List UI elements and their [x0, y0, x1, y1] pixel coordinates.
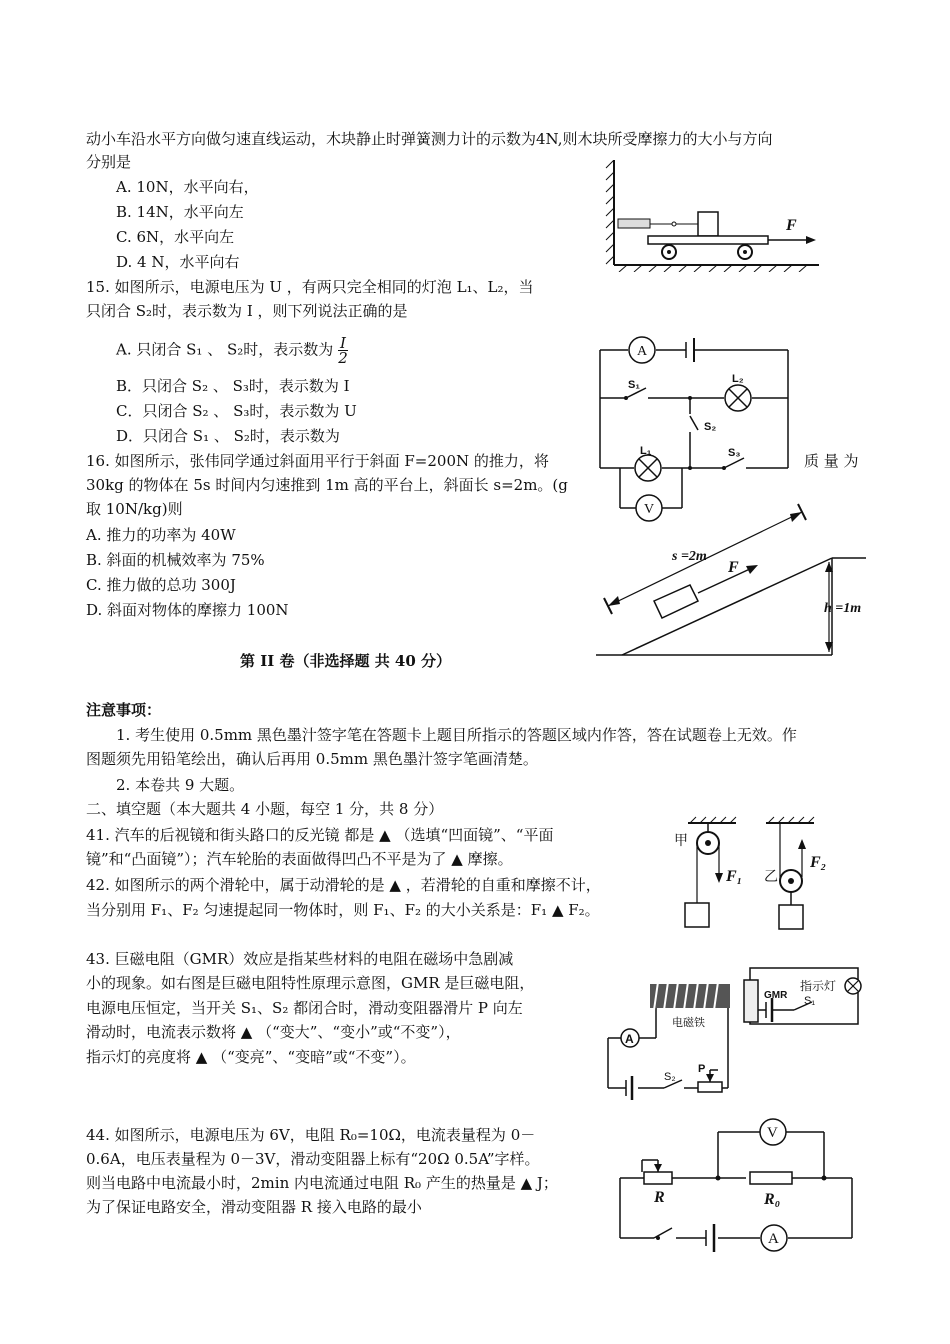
q16-line1: 16. 如图所示，张伟同学通过斜面用平行于斜面 F=200N 的推力，将 — [86, 452, 549, 470]
q43-s2-label: S₂ — [664, 1071, 676, 1083]
q43-line1: 43. 巨磁电阻（GMR）效应是指某些材料的电阻在磁场中急剧减 — [86, 950, 514, 968]
q42-line2: 当分别用 F₁、F₂ 匀速提起同一物体时，则 F₁、F₂ 的大小关系是：F₁ ▲ F₂。 — [86, 901, 600, 919]
q15-s3-label: S₃ — [728, 447, 741, 459]
q14-cart-figure — [604, 160, 824, 272]
section2-title: 第 II 卷（非选择题 共 40 分） — [240, 652, 452, 670]
q44-line2: 0.6A，电压表量程为 0－3V，滑动变阻器上标有“20Ω 0.5A”字样。 — [86, 1150, 540, 1168]
q16-line1-tail: 质 量 为 — [804, 452, 859, 470]
q44-r-label: R — [654, 1189, 665, 1206]
q15-option-b: B．只闭合 S₂ 、 S₃时，表示数为 I — [116, 377, 350, 395]
q43-s1-label: S₁ — [804, 995, 816, 1007]
q15-line1: 15. 如图所示，电源电压为 U ，有两只完全相同的灯泡 L₁、L₂，当 — [86, 278, 534, 296]
q44-circuit-figure — [614, 1116, 864, 1256]
q16-incline-figure — [596, 500, 874, 660]
q15-option-a-text: A. 只闭合 S₁ 、 S₂时，表示数为 — [116, 340, 334, 359]
q42-f1-label: F₁ — [726, 868, 743, 885]
q44-r0-label: R₀ — [764, 1191, 781, 1208]
q44-voltmeter-label: V — [767, 1125, 778, 1141]
q42-pulley-figure — [672, 815, 852, 935]
q43-line5: 指示灯的亮度将 ▲ （“变亮”、“变暗”或“不变”）。 — [86, 1048, 416, 1066]
q44-line1: 44. 如图所示，电源电压为 6V，电阻 R₀=10Ω，电流表量程为 0－ — [86, 1126, 536, 1144]
q43-line2: 小的现象。如右图是巨磁电阻特性原理示意图，GMR 是巨磁电阻， — [86, 974, 535, 992]
q15-s2-label: S₂ — [704, 421, 717, 433]
part2-title: 二、填空题（本大题共 4 小题，每空 1 分，共 8 分） — [86, 800, 444, 818]
q15-ammeter-label: A — [637, 344, 648, 359]
q16-s-label: s =2m — [672, 549, 707, 564]
q15-frac-numerator: I — [340, 334, 346, 352]
q14-option-d: D. 4 N，水平向右 — [116, 253, 240, 271]
notes-title: 注意事项： — [86, 701, 162, 719]
q44-line3: 则当电路中电流最小时，2min 内电流通过电阻 R₀ 产生的热量是 ▲ J； — [86, 1174, 558, 1192]
q41-line2: 镜”和“凸面镜”）；汽车轮胎的表面做得凹凸不平是为了 ▲ 摩擦。 — [86, 850, 513, 868]
q42-f2-label: F₂ — [810, 854, 827, 871]
q15-voltmeter-label: V — [644, 502, 655, 517]
q15-frac-denominator: 2 — [338, 349, 348, 367]
q16-option-c: C. 推力做的总功 300J — [86, 576, 236, 594]
q44-line4: 为了保证电路安全，滑动变阻器 R 接入电路的最小 — [86, 1198, 422, 1216]
note2: 2. 本卷共 9 大题。 — [116, 776, 245, 794]
q43-electromagnet-label: 电磁铁 — [672, 1017, 705, 1029]
q14-line2: 分别是 — [86, 153, 132, 171]
q41-line1: 41. 汽车的后视镜和街头路口的反光镜 都是 ▲ （选填“凹面镜”、“平面 — [86, 826, 554, 844]
q43-lamp-label: 指示灯 — [800, 979, 837, 993]
q42-yi-label: 乙 — [764, 870, 778, 885]
q14-option-a: A. 10N，水平向右， — [116, 178, 259, 196]
q14-line1: 动小车沿水平方向做匀速直线运动，木块静止时弹簧测力计的示数为4N,则木块所受摩擦力的大小与方向 — [86, 130, 773, 148]
q15-circuit-figure — [596, 336, 796, 522]
q16-option-a: A. 推力的功率为 40W — [86, 526, 236, 544]
q44-ammeter-label: A — [768, 1231, 779, 1247]
q43-p-label: P — [698, 1063, 706, 1075]
q43-gmr-figure — [598, 962, 870, 1102]
q16-option-b: B. 斜面的机械效率为 75% — [86, 551, 265, 569]
q43-ammeter-label: A — [625, 1032, 634, 1046]
q14-option-c: C. 6N，水平向左 — [116, 228, 235, 246]
note1-line2: 图题须先用铅笔绘出，确认后再用 0.5mm 黑色墨汁签字笔画清楚。 — [86, 750, 538, 768]
q43-line4: 滑动时，电流表示数将 ▲ （“变大”、“变小”或“不变”）， — [86, 1023, 461, 1041]
q14-option-b: B. 14N，水平向左 — [116, 203, 244, 221]
q43-gmr-label: GMR — [764, 990, 788, 1001]
q42-line1: 42. 如图所示的两个滑轮中，属于动滑轮的是 ▲ ，若滑轮的自重和摩擦不计， — [86, 876, 601, 894]
q16-line2: 30kg 的物体在 5s 时间内匀速推到 1m 高的平台上，斜面长 s=2m。(g — [86, 476, 568, 494]
q16-force-label: F — [728, 559, 739, 576]
q15-line2: 只闭合 S₂时，表示数为 I ，则下列说法正确的是 — [86, 302, 408, 320]
q15-l2-label: L₂ — [732, 373, 744, 385]
q15-option-c: C．只闭合 S₂ 、 S₃时，表示数为 U — [116, 402, 357, 420]
q15-option-a — [116, 336, 348, 365]
q43-line3: 电源电压恒定，当开关 S₁、S₂ 都闭合时，滑动变阻器滑片 P 向左 — [86, 999, 523, 1017]
q42-jia-label: 甲 — [674, 834, 688, 849]
note1-line1: 1. 考生使用 0.5mm 黑色墨汁签字笔在答题卡上题目所指示的答题区域内作答，答在试题卷上无效。作 — [116, 726, 797, 744]
q16-line3: 取 10N/kg)则 — [86, 500, 183, 518]
q15-l1-label: L₁ — [640, 445, 652, 457]
q15-option-d: D．只闭合 S₁ 、 S₂时，表示数为 — [116, 427, 340, 445]
q16-option-d: D. 斜面对物体的摩擦力 100N — [86, 601, 289, 619]
q15-option-a-fraction — [338, 336, 348, 365]
q14-force-label: F — [786, 217, 797, 234]
q15-s1-label: S₁ — [628, 379, 640, 391]
q16-h-label: h =1m — [824, 601, 862, 616]
